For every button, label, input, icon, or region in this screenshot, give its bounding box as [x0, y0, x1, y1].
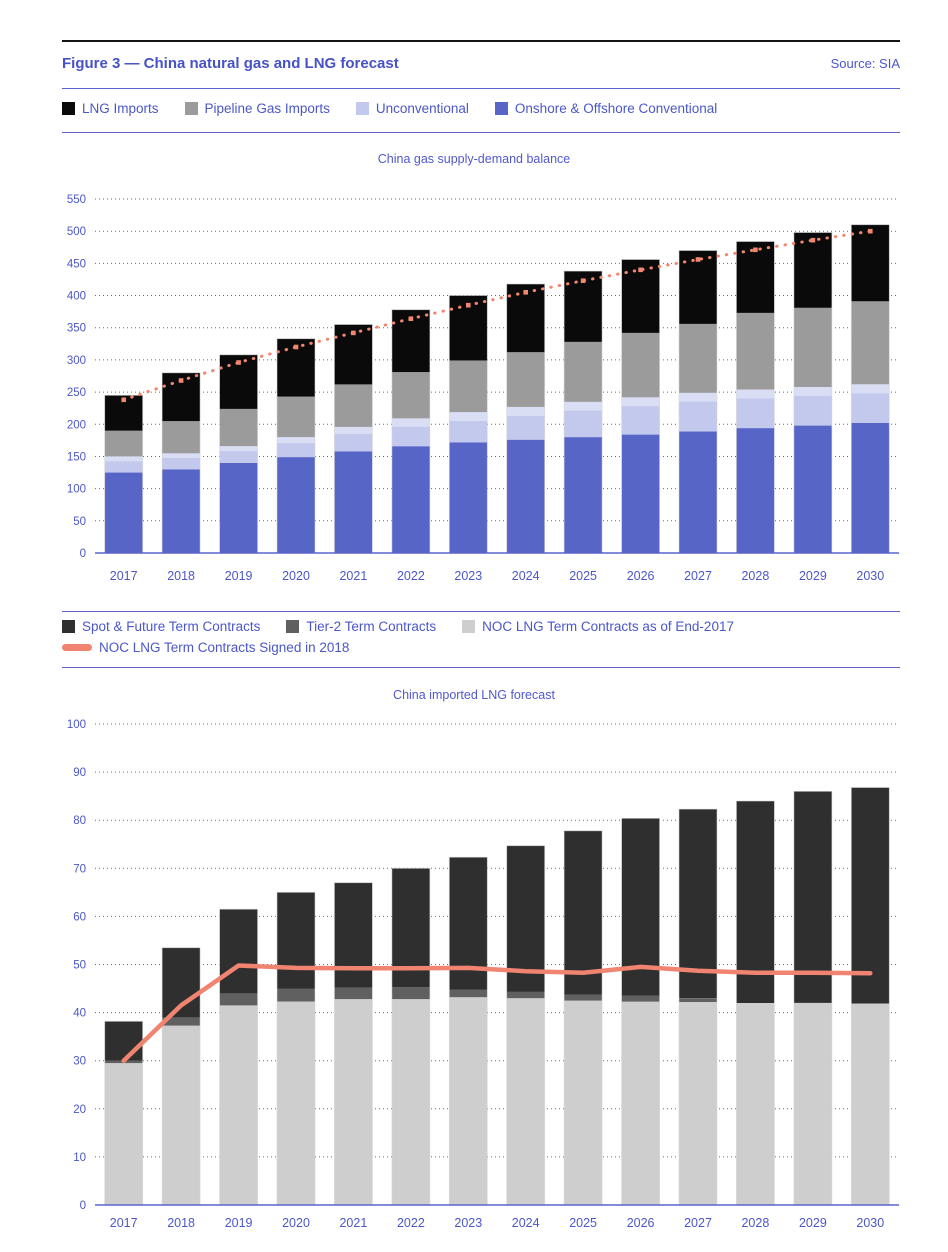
legend-divider — [62, 132, 900, 133]
svg-text:20: 20 — [73, 1103, 86, 1116]
svg-text:0: 0 — [79, 1200, 86, 1212]
header-divider — [62, 88, 900, 89]
y-axis-labels — [67, 194, 86, 560]
svg-text:2030: 2030 — [856, 569, 885, 583]
top-chart-title: China gas supply-demand balance — [377, 152, 571, 166]
legend-row — [62, 640, 349, 655]
x-axis-labels — [110, 1216, 884, 1230]
legend-item — [185, 101, 330, 116]
svg-text:2023: 2023 — [454, 1216, 483, 1230]
legend-color-swatch — [185, 102, 198, 115]
svg-text:50: 50 — [73, 515, 86, 528]
svg-text:2021: 2021 — [339, 1216, 368, 1230]
svg-text:2026: 2026 — [626, 569, 655, 583]
svg-text:450: 450 — [66, 258, 86, 271]
svg-text:2021: 2021 — [339, 569, 368, 583]
svg-text:0: 0 — [79, 548, 86, 560]
bars — [105, 225, 890, 553]
svg-text:500: 500 — [66, 226, 86, 239]
svg-text:250: 250 — [66, 387, 86, 400]
svg-text:400: 400 — [66, 290, 86, 303]
svg-text:2027: 2027 — [684, 1216, 712, 1230]
legend-item — [356, 101, 469, 116]
svg-text:300: 300 — [66, 354, 86, 367]
bottom-chart-legend — [62, 619, 734, 655]
svg-text:30: 30 — [73, 1055, 86, 1068]
section-divider — [62, 611, 900, 612]
y-axis-labels — [67, 719, 86, 1212]
svg-text:10: 10 — [73, 1151, 86, 1164]
svg-text:150: 150 — [66, 451, 86, 464]
svg-text:100: 100 — [66, 719, 86, 731]
gridlines — [95, 199, 899, 521]
svg-text:2022: 2022 — [396, 1216, 425, 1230]
svg-text:2020: 2020 — [282, 569, 310, 583]
svg-text:2023: 2023 — [454, 569, 483, 583]
legend-color-swatch — [62, 620, 75, 633]
svg-text:100: 100 — [66, 483, 86, 496]
svg-text:2025: 2025 — [569, 569, 598, 583]
svg-text:200: 200 — [66, 419, 86, 432]
svg-text:2017: 2017 — [109, 1216, 138, 1230]
svg-text:2028: 2028 — [741, 569, 770, 583]
svg-text:2029: 2029 — [798, 569, 827, 583]
legend-label: Unconventional — [375, 101, 469, 116]
legend-item — [62, 101, 159, 116]
svg-text:2018: 2018 — [167, 569, 196, 583]
top-rule — [62, 40, 900, 42]
legend-label: NOC LNG Term Contracts as of End-2017 — [482, 619, 734, 634]
legend-color-swatch — [62, 102, 75, 115]
svg-text:2026: 2026 — [626, 1216, 655, 1230]
legend-item — [62, 619, 260, 634]
svg-text:40: 40 — [73, 1007, 86, 1020]
svg-text:2020: 2020 — [282, 1216, 310, 1230]
svg-text:2024: 2024 — [511, 1216, 540, 1230]
legend-color-swatch — [495, 102, 508, 115]
svg-text:2024: 2024 — [511, 569, 540, 583]
svg-text:2018: 2018 — [167, 1216, 196, 1230]
bottom-chart-title: China imported LNG forecast — [393, 688, 555, 702]
top-chart-legend — [62, 101, 717, 116]
legend-item — [462, 619, 734, 634]
legend-label: Tier-2 Term Contracts — [306, 619, 437, 634]
legend-line-swatch — [62, 644, 92, 651]
svg-text:2019: 2019 — [224, 1216, 253, 1230]
legend-color-swatch — [356, 102, 369, 115]
svg-text:2030: 2030 — [856, 1216, 885, 1230]
legend-item — [495, 101, 717, 116]
legend-label: NOC LNG Term Contracts Signed in 2018 — [99, 640, 350, 655]
figure-title: Figure 3 — China natural gas and LNG forecast — [62, 55, 399, 72]
legend-label: Onshore & Offshore Conventional — [514, 101, 718, 116]
svg-text:70: 70 — [73, 863, 86, 876]
lng-forecast-chart — [0, 700, 948, 1252]
svg-text:60: 60 — [73, 911, 86, 924]
svg-text:50: 50 — [73, 959, 86, 972]
legend-label: Spot & Future Term Contracts — [82, 619, 261, 634]
figure-source: Source: SIA — [830, 56, 900, 71]
gridlines — [95, 724, 899, 1157]
legend-divider-2 — [62, 667, 900, 668]
supply-demand-chart — [0, 140, 948, 605]
svg-text:2019: 2019 — [224, 569, 253, 583]
svg-text:2022: 2022 — [396, 569, 425, 583]
svg-text:2029: 2029 — [798, 1216, 827, 1230]
legend-label: LNG Imports — [82, 101, 159, 116]
figure-header — [62, 55, 900, 72]
svg-text:80: 80 — [73, 815, 86, 828]
svg-text:2027: 2027 — [684, 569, 712, 583]
legend-row — [62, 619, 734, 634]
legend-item — [286, 619, 436, 634]
svg-text:2028: 2028 — [741, 1216, 770, 1230]
svg-text:550: 550 — [66, 194, 86, 206]
legend-color-swatch — [286, 620, 299, 633]
legend-label: Pipeline Gas Imports — [204, 101, 330, 116]
legend-item — [62, 640, 349, 655]
svg-text:2017: 2017 — [109, 569, 138, 583]
x-axis-labels — [110, 569, 884, 583]
svg-text:90: 90 — [73, 767, 86, 780]
svg-text:350: 350 — [66, 322, 86, 335]
legend-color-swatch — [462, 620, 475, 633]
bars — [105, 788, 890, 1206]
svg-text:2025: 2025 — [569, 1216, 598, 1230]
